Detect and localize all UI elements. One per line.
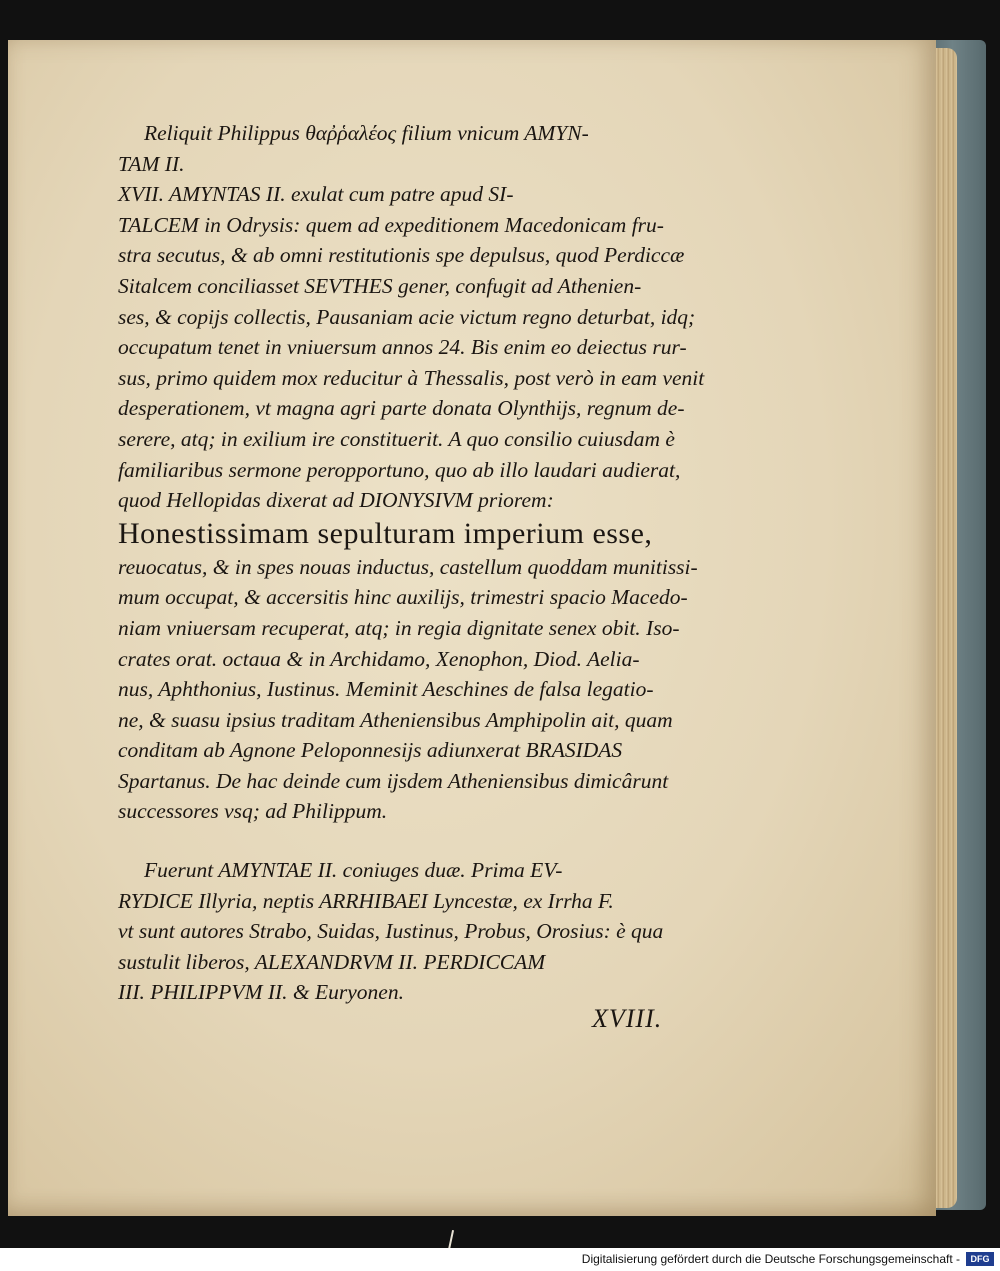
text-line: Spartanus. De hac deinde cum ijsdem Atheniensibus dimicârunt: [118, 768, 669, 793]
text-line: stra secutus, & ab omni restitutionis spe depulsus, quod Perdiccæ: [118, 243, 685, 268]
catchword: XVIII.: [592, 1004, 663, 1033]
text-line: vt sunt autores Strabo, Suidas, Iustinus, Probus, Orosius: è qua: [118, 919, 664, 944]
paragraph-amyntas: [118, 179, 818, 827]
text-line: Fuerunt AMYNTAE II. coniuges duæ. Prima EV-: [144, 858, 563, 883]
text-line: RYDICE Illyria, neptis ARRHIBAEI Lyncestæ, ex Irrha F.: [118, 888, 614, 913]
quotation-line: Honestissimam sepulturam imperium esse,: [118, 516, 653, 550]
text-line: TALCEM in Odrysis: quem ad expeditionem Macedonicam fru-: [118, 212, 664, 237]
text-line: nus, Aphthonius, Iustinus. Meminit Aeschines de falsa legatio-: [118, 677, 654, 702]
section-heading-line: XVII. AMYNTAS II. exulat cum patre apud SI-: [118, 182, 514, 207]
paragraph-reliquit: [118, 118, 818, 179]
text-line: niam vniuersam recuperat, atq; in regia dignitate senex obit. Iso-: [118, 615, 680, 640]
text-line: reuocatus, & in spes nouas inductus, castellum quoddam munitissi-: [118, 554, 698, 579]
text-line: TAM II.: [118, 151, 185, 176]
text-line: Sitalcem conciliasset SEVTHES gener, confugit ad Athenien-: [118, 273, 642, 298]
footer-credit: Digitalisierung gefördert durch die Deutsche Forschungsgemeinschaft -: [581, 1252, 960, 1266]
text-line: mum occupat, & accersitis hinc auxilijs, trimestri spacio Macedo-: [118, 585, 688, 610]
footer-bar: [0, 1248, 1000, 1271]
text-line: desperationem, vt magna agri parte donata Olynthijs, regnum de-: [118, 396, 685, 421]
page-text: [118, 118, 818, 1008]
text-line: sustulit liberos, ALEXANDRVM II. PERDICCAM: [118, 949, 546, 974]
text-line: ne, & suasu ipsius traditam Atheniensibus Amphipolin ait, quam: [118, 707, 673, 732]
text-line: familiaribus sermone peropportuno, quo ab illo laudari audierat,: [118, 457, 681, 482]
text-line: III. PHILIPPVM II. & Euryonen.: [118, 980, 404, 1005]
text-line: Reliquit Philippus θαῤῥαλέος filium vnicum AMYN-: [144, 121, 589, 145]
text-line: conditam ab Agnone Peloponnesijs adiunxerat BRASIDAS: [118, 738, 623, 763]
text-line: sus, primo quidem mox reducitur à Thessalis, post verò in eam venit: [118, 365, 705, 390]
text-line: ses, & copijs collectis, Pausaniam acie victum regno deturbat, idq;: [118, 304, 696, 329]
text-line: successores vsq; ad Philippum.: [118, 799, 388, 824]
paragraph-gap: [118, 827, 818, 855]
text-line: quod Hellopidas dixerat ad DIONYSIVM priorem:: [118, 488, 554, 513]
text-line: occupatum tenet in vniuersum annos 24. Bis enim eo deiectus rur-: [118, 335, 687, 360]
paragraph-fuerunt: [118, 855, 818, 1008]
dfg-logo-icon: DFG: [966, 1252, 994, 1266]
text-line: serere, atq; in exilium ire constituerit. A quo consilio cuiusdam è: [118, 426, 675, 451]
text-line: crates orat. octaua & in Archidamo, Xenophon, Diod. Aelia-: [118, 646, 640, 671]
